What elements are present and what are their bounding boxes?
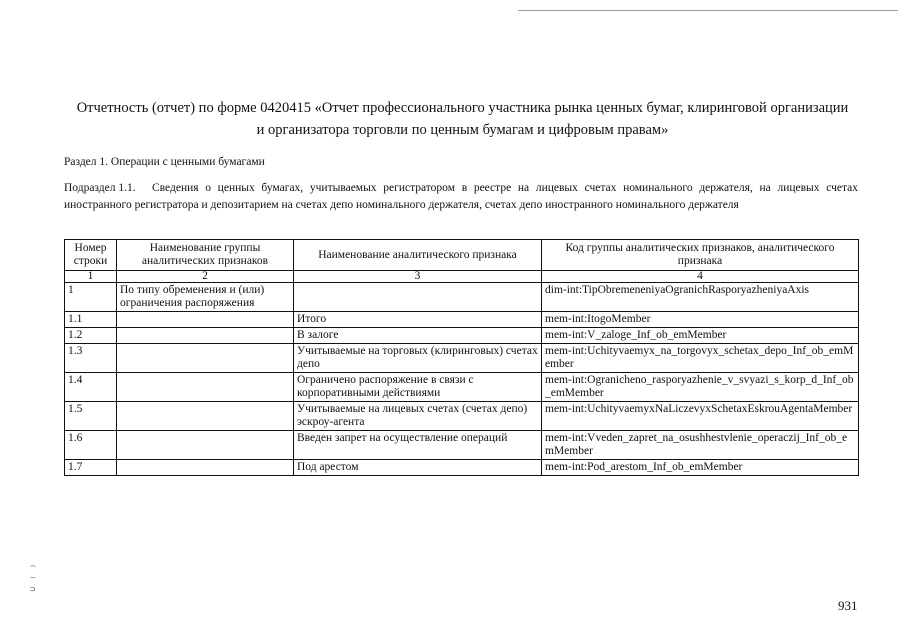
margin-mark: ⌣ [30,573,36,583]
row-number: 1.3 [65,344,117,373]
table-row [65,431,859,460]
feature-name [294,283,542,312]
row-number: 1.6 [65,431,117,460]
feature-name: Учитываемые на лицевых счетах (счетах депо) эскроу-агента [294,402,542,431]
row-number: 1.1 [65,312,117,328]
feature-name: Итого [294,312,542,328]
table-row [65,283,859,312]
group-name: По типу обременения и (или) ограничения распоряжения [117,283,294,312]
margin-mark: ⊃ [30,585,36,595]
subsection-text: Сведения о ценных бумагах, учитываемых регистратором в реестре на лицевых счетах номинального держателя, на лицевых счетах иностранного регистратора и депозитарием на счетах депо номинального держателя, счетах депо иностранного номинального держателя [64,182,858,211]
table-row [65,328,859,344]
feature-name: В залоге [294,328,542,344]
title-line-1: Отчетность (отчет) по форме 0420415 «Отчет профессионального участника рынка ценных бумаг, клиринговой организации [76,100,849,116]
column-number: 1 [65,271,117,283]
subsection-heading [64,180,858,214]
feature-name: Учитываемые на торговых (клиринговых) счетах депо [294,344,542,373]
table-header-row [65,240,859,271]
column-number: 3 [294,271,542,283]
feature-code: mem-int:Uchityvaemyx_na_torgovyx_schetax_depo_Inf_ob_emMember [542,344,859,373]
feature-code: mem-int:UchityvaemyxNaLiczevyxSchetaxEskrouAgentaMember [542,402,859,431]
group-name [117,328,294,344]
table-row [65,402,859,431]
subsection-label: Подраздел 1.1. [64,182,136,194]
table-row [65,344,859,373]
feature-name: Введен запрет на осуществление операций [294,431,542,460]
header-group-name: Наименование группы аналитических признаков [117,240,294,271]
feature-name: Ограничено распоряжение в связи с корпоративными действиями [294,373,542,402]
header-row-number: Номер строки [65,240,117,271]
feature-code: mem-int:Ogranicheno_rasporyazhenie_v_svyazi_s_korp_d_Inf_ob_emMember [542,373,859,402]
table-row [65,373,859,402]
analytics-table [64,239,859,476]
page-number: 931 [838,598,858,613]
feature-code: mem-int:Pod_arestom_Inf_ob_emMember [542,460,859,476]
group-name [117,431,294,460]
margin-mark: ⌢ [30,561,36,571]
top-divider [518,10,898,11]
row-number: 1.2 [65,328,117,344]
section-heading: Раздел 1. Операции с ценными бумагами [64,156,265,168]
row-number: 1.7 [65,460,117,476]
row-number: 1.4 [65,373,117,402]
feature-name: Под арестом [294,460,542,476]
group-name [117,373,294,402]
group-name [117,344,294,373]
title-line-2: и организатора торговли по ценным бумагам и цифровым правам» [256,122,669,138]
group-name [117,402,294,431]
table-row [65,312,859,328]
group-name [117,312,294,328]
header-feature-name: Наименование аналитического признака [294,240,542,271]
binding-marks [30,560,36,596]
feature-code: dim-int:TipObremeneniyaOgranichRasporyazheniyaAxis [542,283,859,312]
feature-code: mem-int:V_zaloge_Inf_ob_emMember [542,328,859,344]
table-row [65,460,859,476]
document-title [40,97,885,141]
row-number: 1 [65,283,117,312]
header-code: Код группы аналитических признаков, аналитического признака [542,240,859,271]
feature-code: mem-int:Vveden_zapret_na_osushhestvlenie_operaczij_Inf_ob_emMember [542,431,859,460]
row-number: 1.5 [65,402,117,431]
column-number: 4 [542,271,859,283]
column-number: 2 [117,271,294,283]
column-number-row [65,271,859,283]
feature-code: mem-int:ItogoMember [542,312,859,328]
group-name [117,460,294,476]
